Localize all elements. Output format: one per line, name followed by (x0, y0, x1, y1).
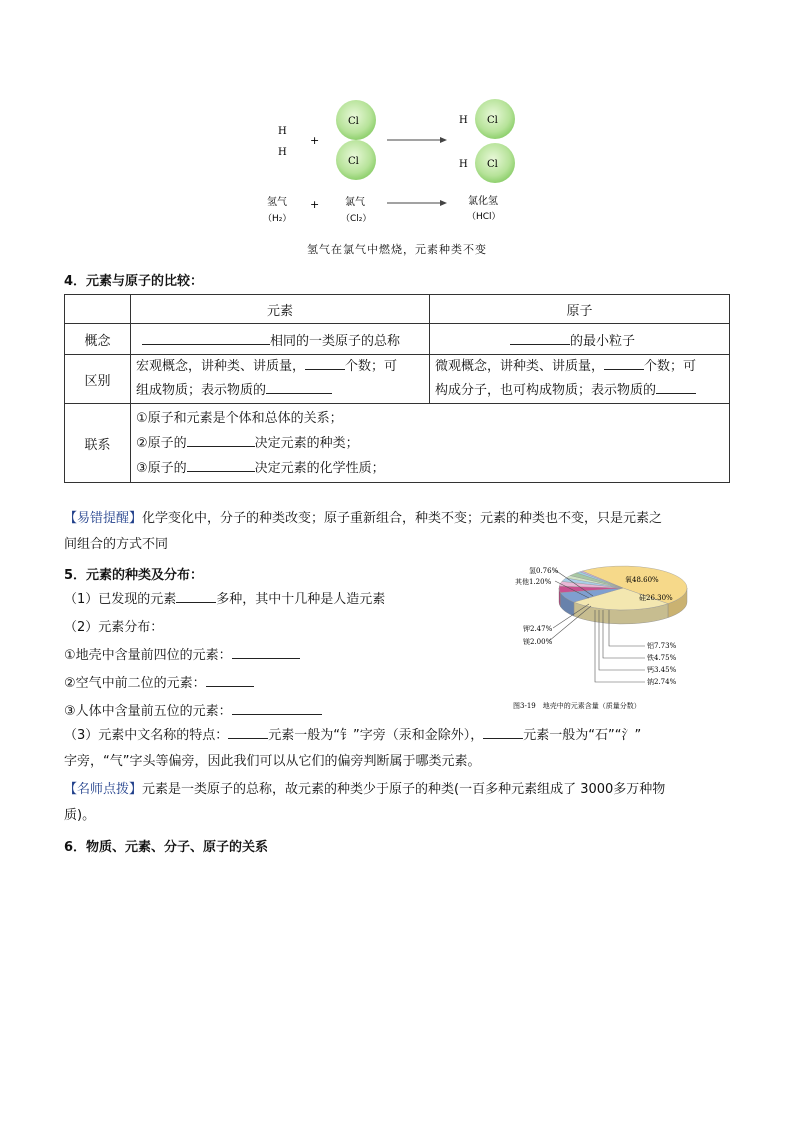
tip-label: 【易错提醒】 (64, 511, 143, 526)
fill-blank[interactable] (187, 432, 255, 447)
h-atom-label: H (278, 126, 287, 137)
slice-label-other: 其他1.20% (515, 578, 552, 586)
hydrogen-name: 氢气 (267, 197, 287, 208)
fill-blank[interactable] (187, 457, 255, 472)
cl-atom-label: Cl (348, 156, 359, 167)
section5-item3: （3）元素中文名称的特点： 元素一般为“钅”字旁（汞和金除外）， 元素一般为“石”“氵” 字旁，“气”字头等偏旁，因此我们可以从它们的偏旁判断属于哪类元素。 (64, 723, 744, 775)
chart-title: 图3-19 地壳中的元素含量（质量分数） (513, 702, 641, 710)
product-formula: （HCl） (467, 212, 501, 222)
cl-atom-label: Cl (487, 115, 498, 126)
concept-element-cell (131, 324, 430, 355)
product-name: 氯化氢 (468, 196, 498, 207)
concept-atom-cell (430, 324, 730, 355)
slice-label-oxygen: 氧48.60% (625, 576, 659, 584)
section-heading: 6．物质、元素、分子、原子的关系 (64, 840, 269, 855)
slice-label-magnesium: 镁2.00% (523, 638, 553, 646)
diff-element-cell: 宏观概念，讲种类、讲质量， 个数；可 组成物质；表示物质的 (131, 355, 430, 404)
slice-label-silicon: 硅26.30% (639, 594, 673, 602)
fill-blank[interactable] (228, 724, 268, 739)
crust-element-pie-chart (505, 560, 725, 715)
fill-blank[interactable] (510, 330, 570, 345)
figure-caption: 氢气在氯气中燃烧，元素种类不变 (307, 243, 487, 256)
h-atom-label: H (459, 159, 468, 170)
fill-blank[interactable] (206, 672, 254, 687)
relation-cell: ①原子和元素是个体和总体的关系； ②原子的 决定元素的种类； ③原子的 决定元素的化学性质； (131, 404, 730, 483)
section-heading: 4．元素与原子的比较： (64, 274, 204, 289)
header-element: 元素 (131, 295, 430, 324)
diff-atom-cell: 微观概念，讲种类、讲质量， 个数；可 构成分子，也可构成物质；表示物质的 (430, 355, 730, 404)
slice-label-铁: 铁4.75% (647, 654, 677, 662)
row-label-relation: 联系 (65, 404, 131, 483)
fill-blank[interactable] (656, 379, 696, 394)
section-heading: 5．元素的种类及分布： (64, 568, 204, 583)
section5-body: （1）已发现的元素 多种，其中十几种是人造元素 （2）元素分布： ①地壳中含量前四位的元素： ②空气中前二位的元素： ③人体中含量前五位的元素： (64, 586, 504, 726)
fill-blank[interactable] (266, 379, 332, 394)
slice-label-potassium: 钾2.47% (523, 625, 553, 633)
fill-blank[interactable] (142, 330, 270, 345)
h-atom-label: H (459, 115, 468, 126)
chlorine-formula: （Cl₂） (341, 214, 372, 224)
plus-sign: + (310, 134, 320, 147)
cl-atom-label: Cl (487, 159, 498, 170)
comparison-table (64, 294, 730, 483)
slice-label-hydrogen: 氢0.76% (529, 567, 559, 575)
slice-label-钙: 钙3.45% (647, 666, 677, 674)
concept-element-text: 相同的一类原子的总称 (270, 333, 401, 349)
tip-error-reminder: 【易错提醒】化学变化中，分子的种类改变；原子重新组合，种类不变；元素的种类也不变，只是元素之 间组合的方式不同 (64, 511, 663, 552)
reaction-figure (255, 92, 535, 232)
slice-label-铝: 铝7.73% (647, 642, 677, 650)
fill-blank[interactable] (305, 355, 345, 370)
fill-blank[interactable] (176, 588, 216, 603)
fill-blank[interactable] (604, 355, 644, 370)
row-label-concept: 概念 (65, 324, 131, 355)
h-atom-label: H (278, 147, 287, 158)
cl-atom-label: Cl (348, 116, 359, 127)
tip-teacher: 【名师点拨】元素是一类原子的总称，故元素的种类少于原子的种类(一百多种元素组成了 3000多万种物 质)。 (64, 782, 666, 823)
tip-label: 【名师点拨】 (64, 782, 143, 797)
fill-blank[interactable] (483, 724, 523, 739)
slice-label-钠: 钠2.74% (647, 678, 677, 686)
row-label-difference: 区别 (65, 355, 131, 404)
chlorine-name: 氯气 (345, 197, 365, 208)
fill-blank[interactable] (232, 700, 322, 715)
plus-sign: + (310, 198, 320, 211)
concept-atom-text: 的最小粒子 (570, 333, 636, 349)
header-atom: 原子 (430, 295, 730, 324)
hydrogen-formula: （H₂） (263, 214, 292, 224)
fill-blank[interactable] (232, 644, 300, 659)
